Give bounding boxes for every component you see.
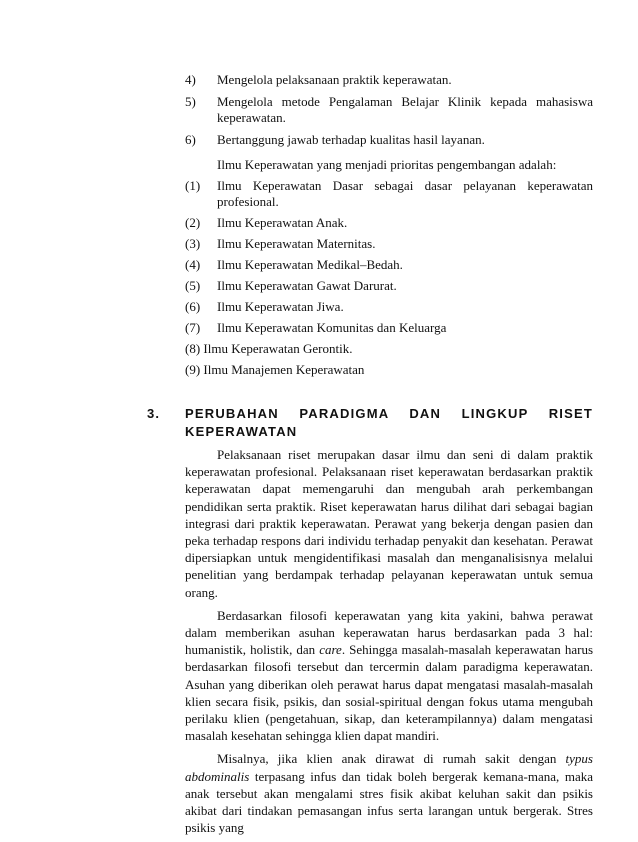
list-item xyxy=(185,278,593,294)
section-number: 3. xyxy=(147,406,161,421)
paragraph-text: Berdasarkan filosofi keperawatan yang kita yakini, bahwa perawat dalam memberikan asuhan keperawatan harus berdasarkan pada 3 hal: humanistik, holistik, dan xyxy=(185,607,593,658)
list-item: (8) Ilmu Keperawatan Gerontik. xyxy=(185,341,353,356)
list-item xyxy=(185,94,593,126)
list-item-number: 6) xyxy=(185,132,196,147)
list-item-number: (4) xyxy=(185,257,201,272)
section-title-line-2: KEPERAWATAN xyxy=(185,424,298,439)
italic-term: typus abdominalis xyxy=(185,751,593,784)
list-item-text: Ilmu Keperawatan Gawat Darurat. xyxy=(217,278,397,293)
list-item-text: Mengelola metode Pengalaman Belajar Klinik kepada mahasiswa keperawatan. xyxy=(217,94,593,125)
list-item-number: (5) xyxy=(185,278,201,293)
ilmu-priority-list xyxy=(185,178,593,383)
priority-intro: Ilmu Keperawatan yang menjadi prioritas pengembangan adalah: xyxy=(217,157,557,172)
section-title-line-1: PERUBAHAN PARADIGMA DAN LINGKUP RISET xyxy=(185,406,593,421)
list-item xyxy=(185,257,593,273)
paragraph-text: terpasang infus dan tidak boleh bergerak kemana-mana, maka anak tersebut akan mengalami stres fisik akibat keluhan sakit dan psikis akibat dari tindakan pemasangan infus serta larangan untuk bergerak. Stres psikis yang xyxy=(185,768,593,836)
paragraph-text: . Sehingga masalah-masalah keperawatan harus berdasarkan filosofi tersebut dan tercermin dalam paradigma keperawatan. Asuhan yang diberikan oleh perawat harus dapat mengatasi masalah-masalah klien secara fisik, psikis, dan sosial-spiritual dengan fokus utama mengubah perilaku klien (pengetahuan, sikap, dan keterampilannya) dalam mengatasi masalah kesehatan sehingga klien dapat mandiri. xyxy=(185,642,593,744)
list-item: (9) Ilmu Manajemen Keperawatan xyxy=(185,362,365,377)
list-item-text: Ilmu Keperawatan Medikal–Bedah. xyxy=(217,257,403,272)
section-heading xyxy=(147,405,593,441)
list-item xyxy=(185,299,593,315)
section-body xyxy=(185,446,593,842)
list-item-number: (2) xyxy=(185,215,201,230)
list-item xyxy=(185,72,593,88)
list-item-text: Ilmu Keperawatan Maternitas. xyxy=(217,236,376,251)
paragraph-text: Misalnya, jika klien anak dirawat di rumah sakit dengan xyxy=(217,751,566,767)
list-item-text: Mengelola pelaksanaan praktik keperawatan. xyxy=(217,72,452,87)
italic-term: care xyxy=(319,642,342,658)
list-item-number: (3) xyxy=(185,236,201,251)
list-item-text: Ilmu Keperawatan Dasar sebagai dasar pelayanan keperawatan profesional. xyxy=(217,178,593,209)
list-item-number: (1) xyxy=(185,178,201,193)
list-item xyxy=(185,215,593,231)
list-item-number: (6) xyxy=(185,299,201,314)
list-item-text: Bertanggung jawab terhadap kualitas hasil layanan. xyxy=(217,132,485,147)
list-item-number: 4) xyxy=(185,72,196,87)
paragraph xyxy=(185,750,593,836)
list-item xyxy=(185,132,593,148)
list-item-text: Ilmu Keperawatan Jiwa. xyxy=(217,299,344,314)
list-item-number: 5) xyxy=(185,94,196,109)
list-item-text: Ilmu Keperawatan Komunitas dan Keluarga xyxy=(217,320,447,335)
list-item-text: Ilmu Keperawatan Anak. xyxy=(217,215,348,230)
paragraph xyxy=(185,607,593,745)
list-item-number: (7) xyxy=(185,320,201,335)
responsibility-list xyxy=(185,72,593,148)
list-item xyxy=(185,320,593,336)
paragraph: Pelaksanaan riset merupakan dasar ilmu dan seni di dalam praktik keperawatan profesional. Pelaksanaan riset keperawatan berdasarkan praktik keperawatan dapat memengaruhi dan mengubah arah perkembangan pendidikan serta praktik. Riset keperawatan harus dilihat dari sebagai bagian integrasi dari praktik keperawatan. Perawat yang bekerja dengan pasien dan peka terhadap respons dari individu terhadap penyakit dan kesehatan. Perawat dipersiapkan untuk mengidentifikasi masalah dan menganalisisnya melalui penelitian yang berdampak terhadap pelayanan keperawatan untuk semua orang. xyxy=(185,447,593,600)
list-item xyxy=(185,236,593,252)
list-item xyxy=(185,178,593,210)
